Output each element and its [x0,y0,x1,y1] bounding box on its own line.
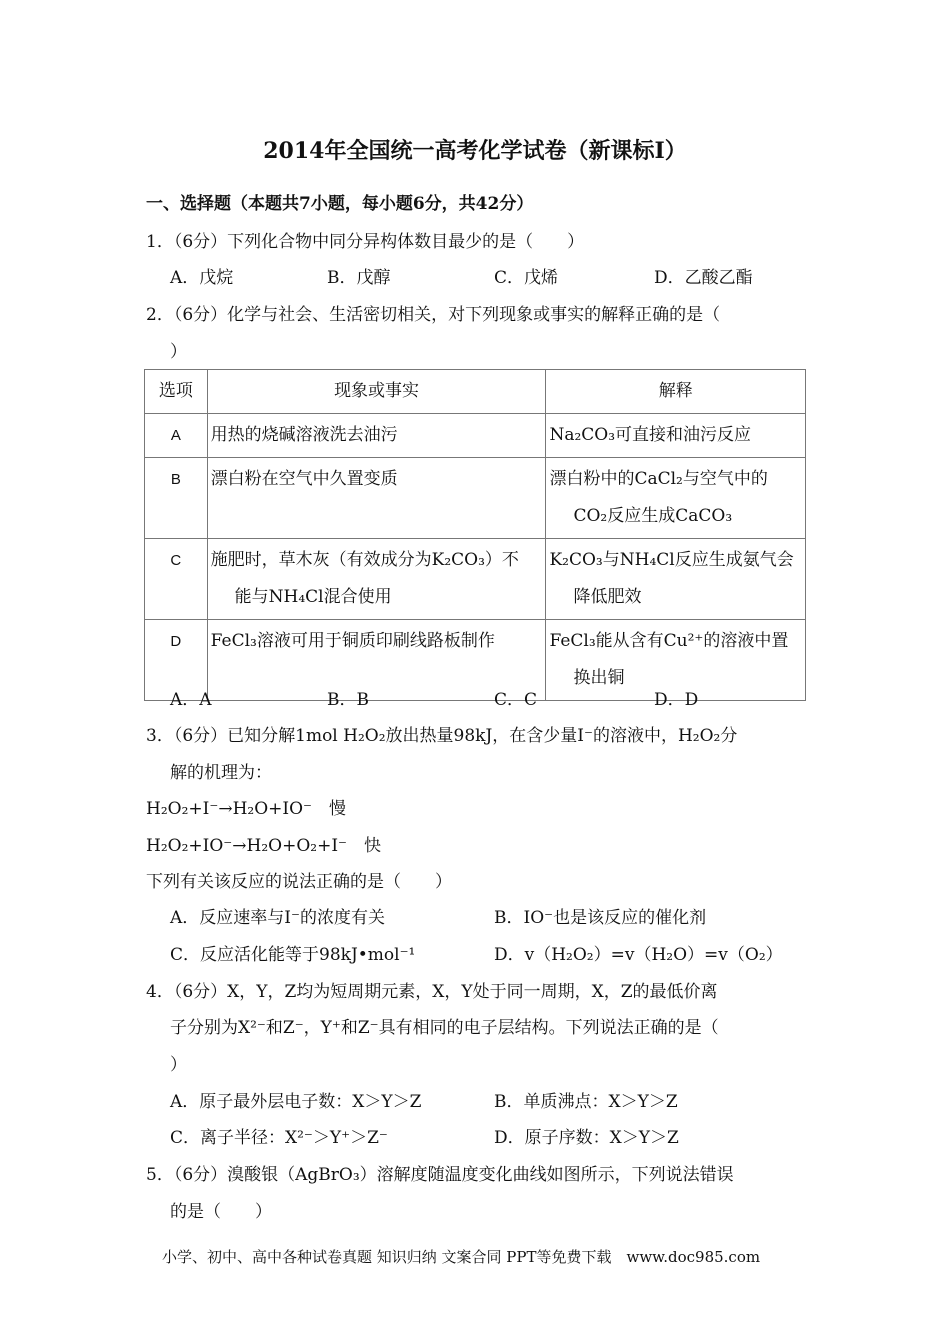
page-footer: 小学、初中、高中各种试卷真题 知识归纳 文案合同 PPT等免费下载 www.doc985.com [162,1248,761,1266]
q1-option-d: D．乙酸乙酯 [654,268,753,288]
row-option: B [145,458,208,539]
row-explanation [546,539,806,620]
header-explanation: 解释 [546,370,806,414]
q1-option-c: C．戊烯 [494,268,559,288]
table-row [145,539,806,620]
q3-option-d: D．v（H₂O₂）=v（H₂O）=v（O₂） [494,945,783,965]
q1-option-a: A．戊烷 [170,268,234,288]
row-fact [207,458,546,539]
row-fact-line1: 用热的烧碱溶液洗去油污 [210,425,398,445]
q4-option-c: C．离子半径：X²⁻＞Y⁺＞Z⁻ [170,1128,388,1148]
question-4-stem-line3: ） [170,1055,187,1075]
header-fact: 现象或事实 [207,370,546,414]
q3-option-a: A．反应速率与I⁻的浓度有关 [170,908,385,928]
row-explanation [546,414,806,458]
row-fact-line1: 漂白粉在空气中久置变质 [210,469,398,489]
row-explanation-line1: K₂CO₃与NH₄Cl反应生成氨气会 [549,550,794,570]
question-2-stem-line1: 2．（6分）化学与社会、生活密切相关，对下列现象或事实的解释正确的是（ [146,305,721,325]
question-2-stem-line2: ） [170,342,187,362]
row-option: D [145,620,208,701]
row-fact [207,414,546,458]
question-3-stem-line2: 解的机理为： [170,763,272,783]
row-option: A [145,414,208,458]
q4-option-b: B．单质沸点：X＞Y＞Z [494,1092,678,1112]
q4-option-a: A．原子最外层电子数：X＞Y＞Z [170,1092,422,1112]
table-header-row [145,370,806,414]
question-4-stem-line2: 子分别为X²⁻和Z⁻，Y⁺和Z⁻具有相同的电子层结构。下列说法正确的是（ [170,1018,719,1038]
row-explanation-line1: 漂白粉中的CaCl₂与空气中的 [549,469,768,489]
q2-option-c: C．C [494,690,538,710]
header-option: 选项 [145,370,208,414]
q2-table [144,369,806,701]
mechanism-step-1: H₂O₂+I⁻→H₂O+IO⁻ 慢 [146,799,347,819]
question-3-stem-line1: 3．（6分）已知分解1mol H₂O₂放出热量98kJ，在含少量I⁻的溶液中，H₂O₂分 [146,726,738,746]
table-row [145,620,806,701]
row-fact [207,539,546,620]
row-explanation-line1: FeCl₃能从含有Cu²⁺的溶液中置 [549,631,789,651]
mechanism-step-2: H₂O₂+IO⁻→H₂O+O₂+I⁻ 快 [146,836,382,856]
q2-option-b: B．B [327,690,369,710]
q3-option-c: C．反应活化能等于98kJ•mol⁻¹ [170,945,416,965]
q1-option-b: B．戊醇 [327,268,391,288]
question-1-stem: 1．（6分）下列化合物中同分异构体数目最少的是（ ） [146,232,585,252]
question-5-stem-line1: 5．（6分）溴酸银（AgBrO₃）溶解度随温度变化曲线如图所示，下列说法错误 [146,1165,734,1185]
question-3-ask: 下列有关该反应的说法正确的是（ ） [146,872,452,892]
question-4-stem-line1: 4．（6分）X，Y，Z均为短周期元素，X，Y处于同一周期，X，Z的最低价离 [146,982,718,1002]
row-explanation-line2: 降低肥效 [573,587,642,607]
row-fact-line2: 能与NH₄Cl混合使用 [234,587,392,607]
row-explanation [546,458,806,539]
row-fact-line1: 施肥时，草木灰（有效成分为K₂CO₃）不 [210,550,519,570]
q2-option-a: A．A [170,690,212,710]
page-title: 2014年全国统一高考化学试卷（新课标Ⅰ） [263,138,687,164]
q4-option-d: D．原子序数：X＞Y＞Z [494,1128,679,1148]
question-5-stem-line2: 的是（ ） [170,1202,272,1222]
section-heading: 一、选择题（本题共7小题，每小题6分，共42分） [146,194,534,214]
q3-option-b: B．IO⁻也是该反应的催化剂 [494,908,707,928]
q2-option-d: D．D [654,690,699,710]
row-fact-line1: FeCl₃溶液可用于铜质印刷线路板制作 [210,631,495,651]
table-row [145,458,806,539]
row-explanation-line1: Na₂CO₃可直接和油污反应 [549,425,752,445]
row-explanation-line2: 换出铜 [573,668,625,688]
row-explanation-line2: CO₂反应生成CaCO₃ [573,506,733,526]
row-option: C [145,539,208,620]
table-row [145,414,806,458]
